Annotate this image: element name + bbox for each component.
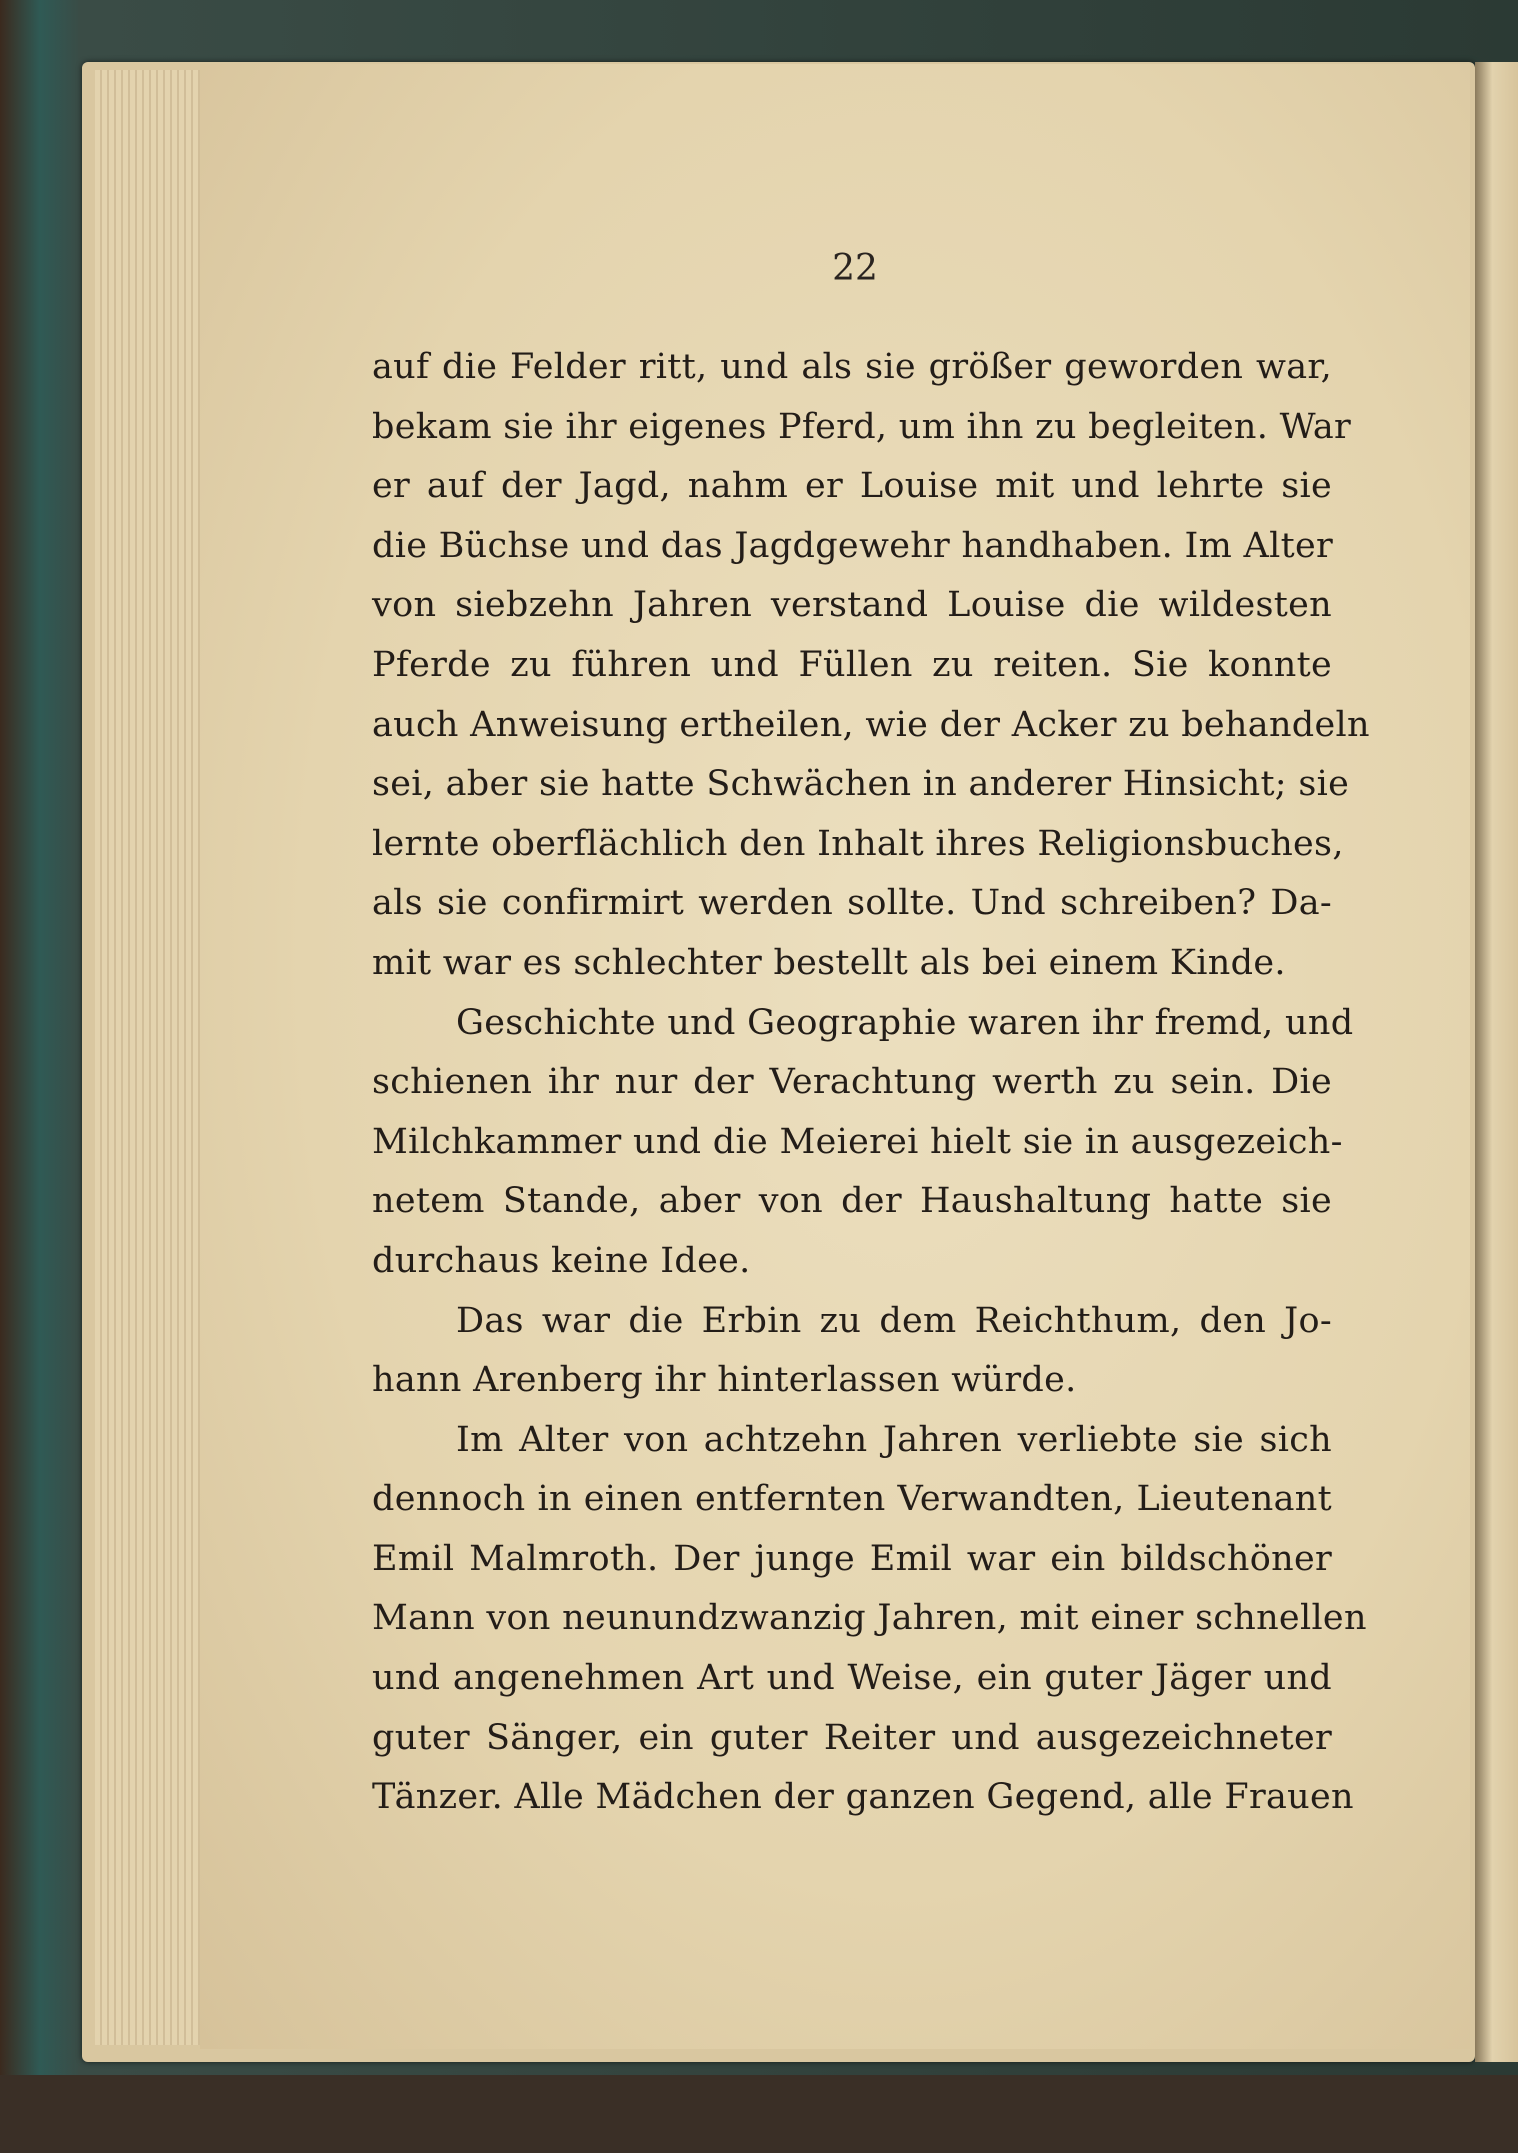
text-line: auf die Felder ritt, und als sie größer geworden war, <box>372 347 1332 387</box>
text-line: sei, aber sie hatte Schwächen in anderer Hinsicht; sie <box>372 764 1350 805</box>
text-line: bekam sie ihr eigenes Pferd, um ihn zu begleiten. War <box>372 406 1352 447</box>
text-line: hann Arenberg ihr hinterlassen würde. <box>372 1360 1077 1401</box>
book-cover-bottom-edge <box>0 2075 1518 2153</box>
text-line: mit war es schlechter bestellt als bei einem Kinde. <box>372 942 1286 983</box>
text-line: als sie confirmirt werden sollte. Und schreiben? Da- <box>372 883 1332 924</box>
page-edges <box>95 70 205 2045</box>
text-line: Das war die Erbin zu dem Reichthum, den Jo- <box>456 1300 1332 1341</box>
text-line: Tänzer. Alle Mädchen der ganzen Gegend, alle Frauen <box>372 1777 1354 1818</box>
text-line: Geschichte und Geographie waren ihr fremd, und <box>456 1002 1354 1043</box>
text-line: schienen ihr nur der Verachtung werth zu sein. Die <box>372 1062 1332 1103</box>
text-line: er auf der Jagd, nahm er Louise mit und lehrte sie <box>372 466 1332 507</box>
text-line: auch Anweisung ertheilen, wie der Acker zu behandeln <box>372 704 1370 745</box>
body-text <box>372 338 1370 1828</box>
text-line: die Büchse und das Jagdgewehr handhaben. Im Alter <box>372 525 1333 566</box>
text-line: guter Sänger, ein guter Reiter und ausgezeichneter <box>372 1717 1332 1758</box>
text-line: lernte oberflächlich den Inhalt ihres Religionsbuches, <box>372 823 1344 864</box>
text-line: Im Alter von achtzehn Jahren verliebte sie sich <box>456 1419 1332 1460</box>
text-line: und angenehmen Art und Weise, ein guter Jäger und <box>372 1658 1332 1699</box>
text-line: Pferde zu führen und Füllen zu reiten. Sie konnte <box>372 644 1332 685</box>
page-number: 22 <box>832 248 878 289</box>
text-line: durchaus keine Idee. <box>372 1240 751 1281</box>
text-line: Milchkammer und die Meierei hielt sie in ausgezeich- <box>372 1121 1343 1162</box>
text-line: dennoch in einen entfernten Verwandten, Lieutenant <box>372 1479 1332 1520</box>
text-line: Emil Malmroth. Der junge Emil war ein bildschöner <box>372 1538 1332 1579</box>
text-line: von siebzehn Jahren verstand Louise die wildesten <box>372 585 1332 626</box>
text-line: Mann von neunundzwanzig Jahren, mit einer schnellen <box>372 1598 1367 1639</box>
text-line: netem Stande, aber von der Haushaltung hatte sie <box>372 1181 1332 1222</box>
facing-page-edge <box>1475 62 1518 2062</box>
